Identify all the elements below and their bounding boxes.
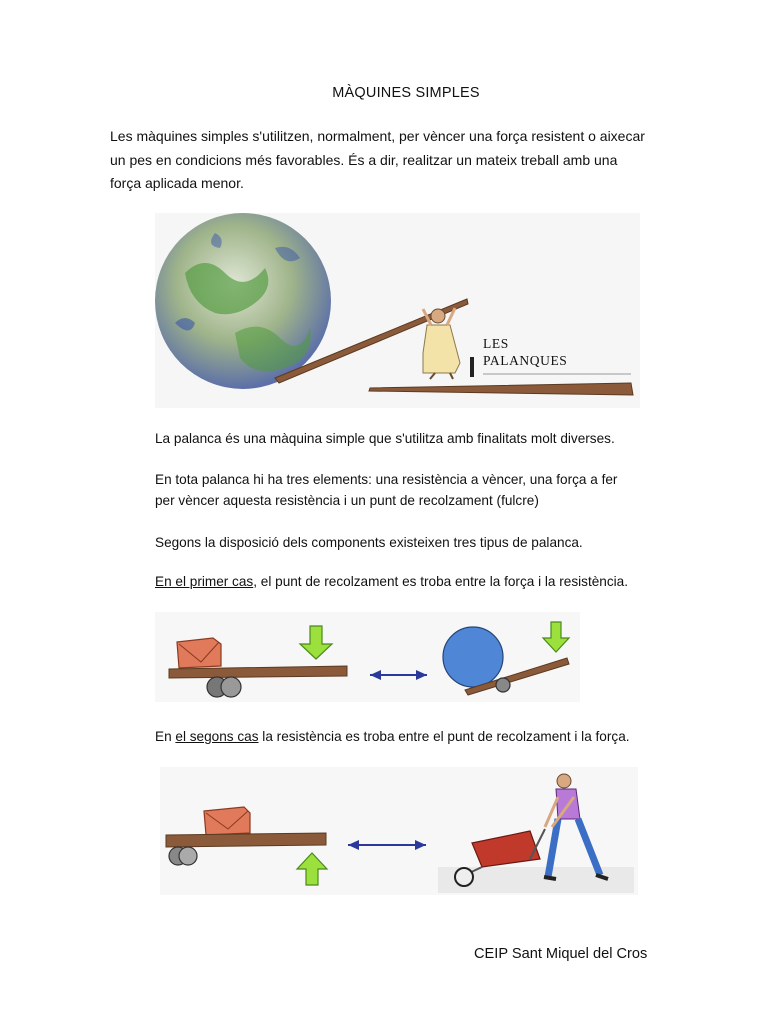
elements-line: En tota palanca hi ha tres elements: una resistència a vèncer, una força a fer [155, 472, 618, 487]
crate-icon [177, 638, 221, 668]
first-case-paragraph [155, 571, 628, 592]
definition-paragraph: La palanca és una màquina simple que s'utilitza amb finalitats molt diverses. [155, 431, 615, 446]
intro-line: Les màquines simples s'utilitzen, normalment, per vèncer una força resistent o aixecar [110, 128, 645, 144]
globe-icon [155, 213, 331, 389]
crate-icon [204, 807, 250, 835]
intro-line: força aplicada menor. [110, 175, 244, 191]
elements-paragraph [155, 469, 617, 511]
page-title: MÀQUINES SIMPLES [332, 85, 480, 101]
first-case-text: , el punt de recolzament es troba entre la força i la resistència. [253, 574, 628, 589]
second-case-paragraph [155, 726, 630, 747]
footer-school-name: CEIP Sant Miquel del Cros [474, 946, 648, 962]
hero-illustration [155, 213, 640, 408]
intro-paragraph [110, 125, 650, 196]
lever-icon [155, 213, 640, 408]
first-case-illustration [155, 612, 580, 702]
types-paragraph: Segons la disposició dels components existeixen tres tipus de palanca. [155, 535, 583, 550]
hero-label-line: PALANQUES [483, 353, 568, 368]
intro-line: un pes en condicions més favorables. És a dir, realitzar un mateix treball amb una [110, 151, 618, 168]
second-case-text: la resistència es troba entre el punt de recolzament i la força. [258, 729, 630, 744]
first-case-link[interactable]: En el primer cas [155, 574, 254, 589]
elements-line: per vèncer aquesta resistència i un punt de recolzament (fulcre) [155, 493, 539, 508]
second-case-prefix: En [155, 729, 176, 744]
second-case-link[interactable]: el segons cas [175, 729, 259, 744]
second-case-illustration [160, 767, 638, 895]
hero-label-line: LES [483, 336, 509, 351]
